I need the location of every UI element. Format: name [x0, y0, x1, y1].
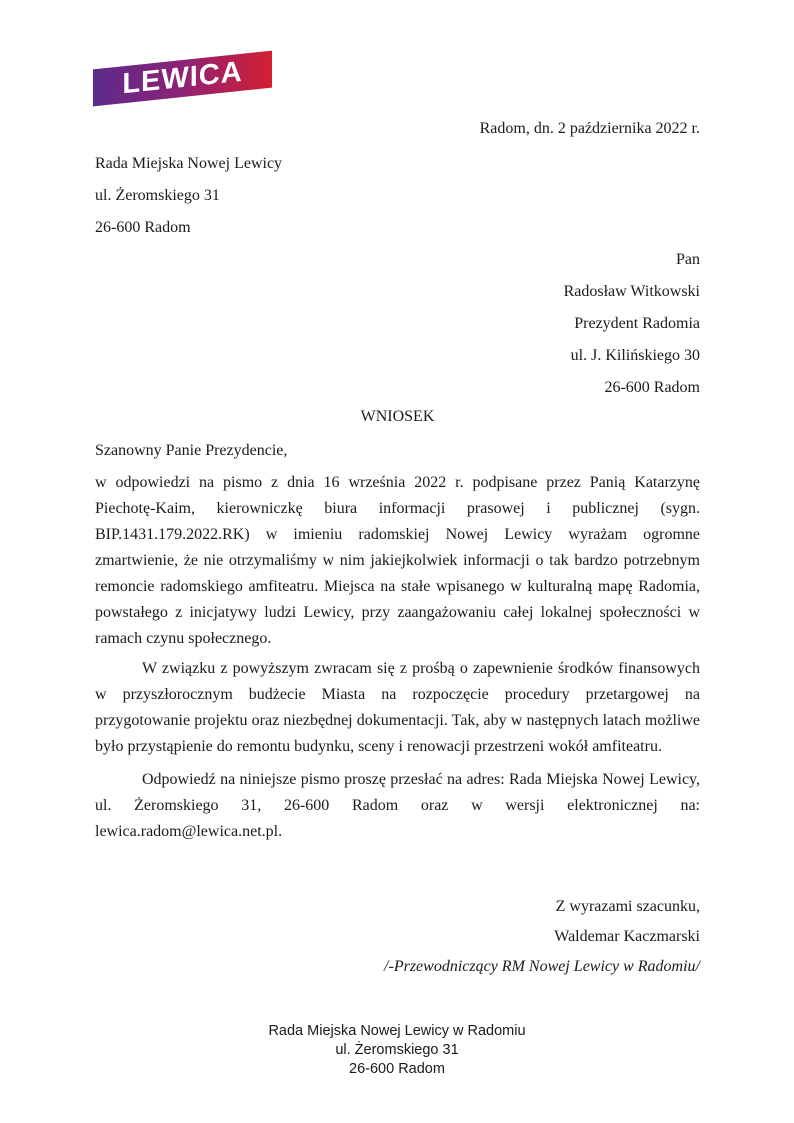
closing-phrase: Z wyrazami szacunku, [555, 898, 700, 915]
letter-body [95, 0, 700, 982]
sender-organization: Rada Miejska Nowej Lewicy [95, 155, 283, 172]
footer-block [0, 1022, 794, 1079]
footer-organization: Rada Miejska Nowej Lewicy w Radomiu [268, 1023, 526, 1039]
sender-block [95, 148, 700, 244]
footer-city: 26-600 Radom [349, 1061, 445, 1077]
body-paragraph-3: Odpowiedź na niniejsze pismo proszę przesłać na adres: Rada Miejska Nowej Lewicy, ul. Żeromskiego 31, 26-600 Radom oraz w wersji elektronicznej na: lewica.radom@lewica.net.pl. [95, 771, 700, 840]
recipient-street: ul. J. Kilińskiego 30 [570, 347, 700, 364]
footer-street: ul. Żeromskiego 31 [335, 1042, 459, 1058]
lewica-logo-text: LEWICA [122, 55, 243, 101]
sender-city: 26-600 Radom [95, 219, 191, 236]
recipient-honorific: Pan [676, 251, 700, 268]
body-paragraph-1: w odpowiedzi na pismo z dnia 16 września 2022 r. podpisane przez Panią Katarzynę Piechotę-Kaim, kierowniczkę biura informacji prasowej i publicznej (sygn. BIP.1431.179.2022.RK) w imieniu radomskiej Nowej Lewicy wyrażam ogromne zmartwienie, że nie otrzymaliśmy w nim jakiejkolwiek informacji o tak bardzo potrzebnym remoncie radomskiego amfiteatru. Miejsca na stałe wpisanego w kulturalną mapę Radomia, powstałego z inicjatywy ludzi Lewicy, przy zaangażowaniu całej lokalnej społeczności w ramach czynu społecznego. [95, 474, 700, 647]
recipient-block [95, 244, 700, 404]
recipient-name: Radosław Witkowski [563, 283, 700, 300]
signer-role: /-Przewodniczący RM Nowej Lewicy w Radomiu/ [384, 958, 700, 975]
date-line: Radom, dn. 2 października 2022 r. [479, 120, 700, 137]
sender-street: ul. Żeromskiego 31 [95, 187, 220, 204]
recipient-title: Prezydent Radomia [574, 315, 700, 332]
body-paragraph-2: W związku z powyższym zwracam się z prośbą o zapewnienie środków finansowych w przyszłorocznym budżecie Miasta na rozpoczęcie procedury przetargowej na przygotowanie projektu oraz niezbędnej dokumentacji. Tak, aby w następnych latach możliwe było przystąpienie do remontu budynku, sceny i renowacji przestrzeni wokół amfiteatru. [95, 660, 700, 755]
closing-block [95, 892, 700, 982]
signer-name: Waldemar Kaczmarski [554, 928, 700, 945]
recipient-city: 26-600 Radom [604, 379, 700, 396]
salutation: Szanowny Panie Prezydencie, [95, 442, 288, 459]
document-title: WNIOSEK [360, 408, 435, 425]
